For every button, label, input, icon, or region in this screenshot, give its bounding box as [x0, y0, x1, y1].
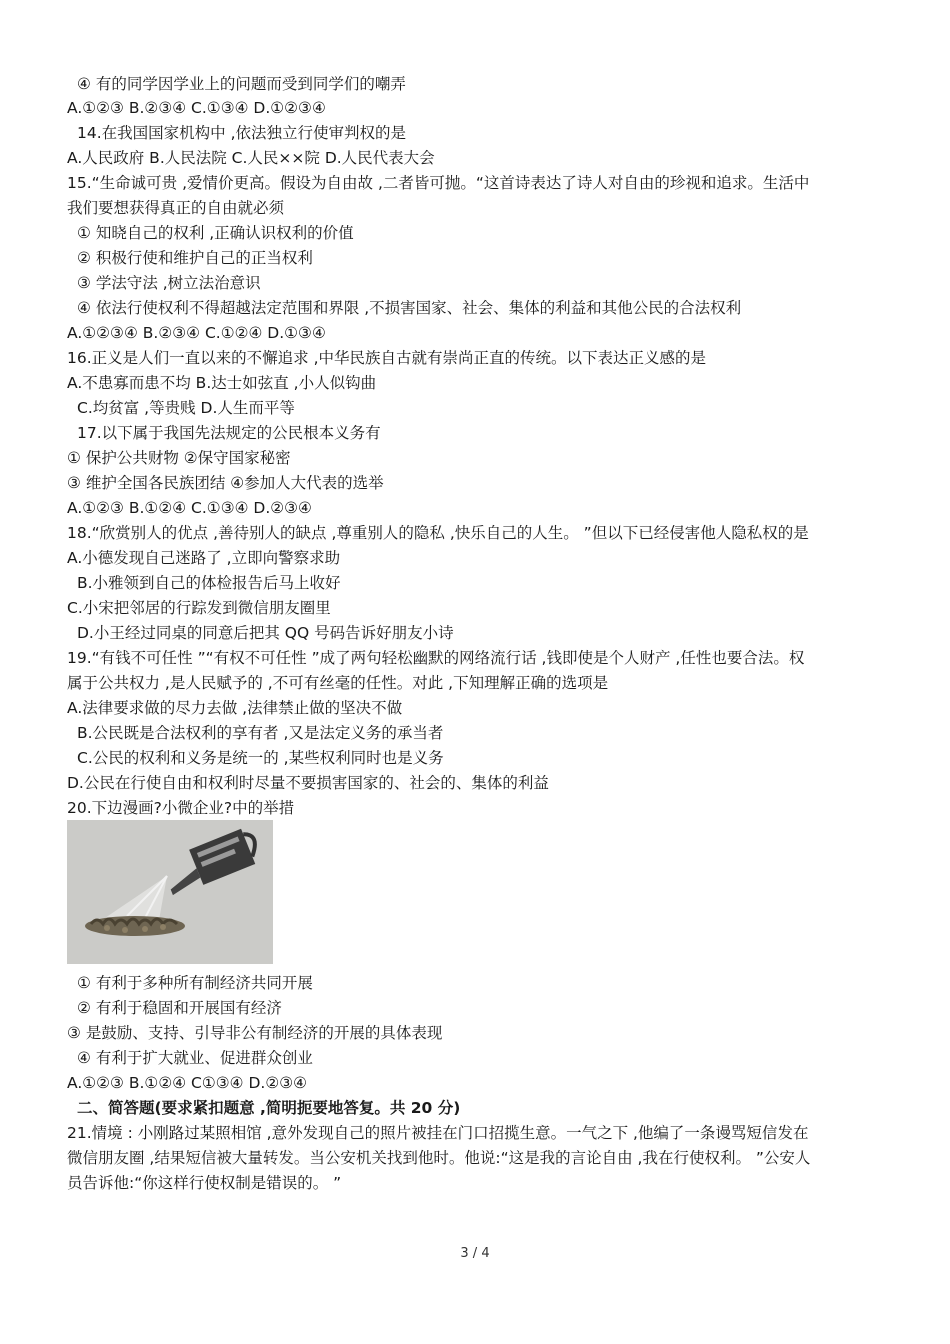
q19-choice-a: A.法律要求做的尽力去做 ,法律禁止做的坚决不做: [67, 699, 403, 717]
q15-option-1: ① 知晓自己的权利 ,正确认识权利的价值: [77, 224, 354, 242]
q15-answer-choices: A.①②③④ B.②③④ C.①②④ D.①③④: [67, 324, 326, 342]
q15-stem-line1: 15.“生命诚可贵 ,爱情价更高。假设为自由故 ,二者皆可抛。“这首诗表达了诗人对自由的珍视和追求。生活中: [67, 174, 810, 192]
q19-choice-d: D.公民在行使自由和权利时尽量不要损害国家的、社会的、集体的利益: [67, 774, 549, 792]
section-2-heading: 二、简答题(要求紧扣题意 ,简明扼要地答复。共 20 分): [77, 1099, 461, 1117]
q20-option-2: ② 有利于稳固和开展国有经济: [77, 999, 282, 1017]
q21-scenario-line2: 微信朋友圈 ,结果短信被大量转发。当公安机关找到他时。他说:“这是我的言论自由 ,我在行使权利。 ”公安人: [67, 1149, 811, 1167]
q19-stem-line1: 19.“有钱不可任性 ”“有权不可任性 ”成了两句轻松幽默的网络流行话 ,钱即使是个人财产 ,任性也要合法。权: [67, 649, 805, 667]
q17-options-34: ③ 维护全国各民族团结 ④参加人大代表的选举: [67, 474, 384, 492]
q20-answer-choices: A.①②③ B.①②④ C①③④ D.②③④: [67, 1074, 308, 1092]
q19-stem-line2: 属于公共权力 ,是人民赋予的 ,不可有丝毫的任性。对此 ,下知理解正确的选项是: [67, 674, 609, 692]
q18-stem: 18.“欣赏别人的优点 ,善待别人的缺点 ,尊重别人的隐私 ,快乐自己的人生。 ”但以下已经侵害他人隐私权的是: [67, 524, 809, 542]
q18-choice-d: D.小王经过同桌的同意后把其 QQ 号码告诉好朋友小诗: [77, 624, 454, 642]
q21-scenario-line3: 员告诉他:“你这样行使权制是错误的。 ”: [67, 1174, 342, 1192]
q20-stem: 20.下边漫画?小微企业?中的举措: [67, 799, 295, 817]
q18-choice-a: A.小德发现自己迷路了 ,立即向警察求助: [67, 549, 341, 567]
q21-scenario-line1: 21.情境 : 小刚路过某照相馆 ,意外发现自己的照片被挂在门口招揽生意。一气之下 ,他编了一条谩骂短信发在: [67, 1124, 809, 1142]
q16-stem: 16.正义是人们一直以来的不懈追求 ,中华民族自古就有崇尚正直的传统。以下表达正义感的是: [67, 349, 707, 367]
page-number: 3 / 4: [460, 1246, 490, 1261]
q17-stem: 17.以下属于我国先法规定的公民根本义务有: [77, 424, 381, 442]
q16-choices-cd: C.均贫富 ,等贵贱 D.人生而平等: [77, 399, 295, 417]
q20-option-3: ③ 是鼓励、支持、引导非公有制经济的开展的具体表现: [67, 1024, 443, 1042]
q15-stem-line2: 我们要想获得真正的自由就必须: [67, 199, 285, 217]
q13-option-4: ④ 有的同学因学业上的问题而受到同学们的嘲弄: [77, 75, 406, 93]
q17-answer-choices: A.①②③ B.①②④ C.①③④ D.②③④: [67, 499, 312, 517]
q15-option-3: ③ 学法守法 ,树立法治意识: [77, 274, 261, 292]
watering-can-cartoon-icon: [67, 820, 273, 964]
q15-option-4: ④ 依法行使权利不得超越法定范围和界限 ,不损害国家、社会、集体的利益和其他公民的合法权利: [77, 299, 742, 317]
q14-answer-choices: A.人民政府 B.人民法院 C.人民××院 D.人民代表大会: [67, 149, 435, 167]
q19-choice-b: B.公民既是合法权利的享有者 ,又是法定义务的承当者: [77, 724, 444, 742]
q16-choices-ab: A.不患寡而患不均 B.达士如弦直 ,小人似钩曲: [67, 374, 377, 392]
q20-option-4: ④ 有利于扩大就业、促进群众创业: [77, 1049, 313, 1067]
q20-option-1: ① 有利于多种所有制经济共同开展: [77, 974, 313, 992]
q19-choice-c: C.公民的权利和义务是统一的 ,某些权利同时也是义务: [77, 749, 444, 767]
q15-option-2: ② 积极行使和维护自己的正当权利: [77, 249, 313, 267]
q14-stem: 14.在我国国家机构中 ,依法独立行使审判权的是: [77, 124, 407, 142]
q17-options-12: ① 保护公共财物 ②保守国家秘密: [67, 449, 291, 467]
cartoon-image: [67, 820, 273, 964]
q13-answer-choices: A.①②③ B.②③④ C.①③④ D.①②③④: [67, 99, 326, 117]
q18-choice-b: B.小雅领到自己的体检报告后马上收好: [77, 574, 341, 592]
q18-choice-c: C.小宋把邻居的行踪发到微信朋友圈里: [67, 599, 331, 617]
